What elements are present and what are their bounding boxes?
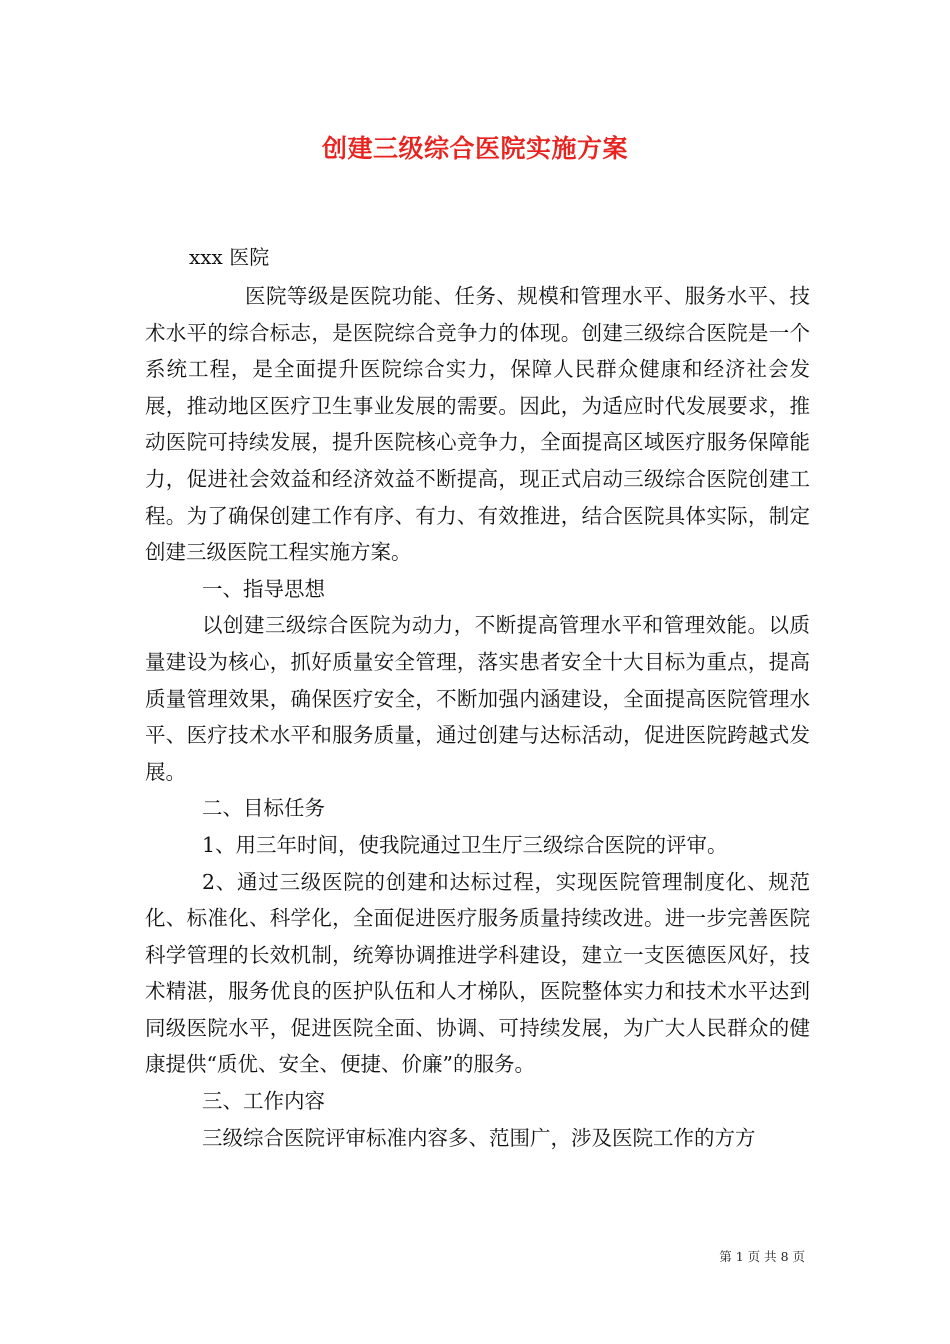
paragraph-goal-1: 1、用三年时间，使我院通过卫生厅三级综合医院的评审。 — [202, 832, 728, 857]
paragraph-guiding-ideology: 以创建三级综合医院为动力，不断提高管理水平和管理效能。以质量建设为核心，抓好质量安全管理，落实患者安全十大目标为重点，提高质量管理效果，确保医疗安全，不断加强内涵建设，全面提高医院管理水平、医疗技术水平和服务质量，通过创建与达标活动，促进医院跨越式发展。 — [145, 613, 810, 784]
document-body — [145, 278, 810, 1156]
document-title: 创建三级综合医院实施方案 — [321, 134, 628, 163]
paragraph-intro: 医院等级是医院功能、任务、规模和管理水平、服务水平、技术水平的综合标志，是医院综合竞争力的体现。创建三级综合医院是一个系统工程，是全面提升医院综合实力，保障人民群众健康和经济社会发展，推动地区医疗卫生事业发展的需要。因此，为适应时代发展要求，推动医院可持续发展，提升医院核心竞争力，全面提高区域医疗服务保障能力，促进社会效益和经济效益不断提高，现正式启动三级综合医院创建工程。为了确保创建工作有序、有力、有效推进，结合医院具体实际，制定创建三级医院工程实施方案。 — [145, 284, 810, 565]
paragraph-work-content: 三级综合医院评审标准内容多、范围广，涉及医院工作的方方 — [202, 1125, 756, 1150]
section-heading-guiding-ideology: 一、指导思想 — [202, 576, 325, 601]
paragraph-goal-2: 2、通过三级医院的创建和达标过程，实现医院管理制度化、规范化、标准化、科学化，全面促进医疗服务质量持续改进。进一步完善医院科学管理的长效机制，统筹协调推进学科建设，建立一支医德医风好，技术精湛，服务优良的医护队伍和人才梯队，医院整体实力和技术水平达到同级医院水平，促进医院全面、协调、可持续发展，为广大人民群众的健康提供“质优、安全、便捷、价廉”的服务。 — [145, 869, 810, 1077]
page-number: 第 1 页 共 8 页 — [719, 1249, 805, 1264]
section-heading-goals: 二、目标任务 — [202, 796, 325, 821]
section-heading-work-content: 三、工作内容 — [202, 1089, 325, 1114]
document-author: xxx 医院 — [189, 245, 270, 269]
